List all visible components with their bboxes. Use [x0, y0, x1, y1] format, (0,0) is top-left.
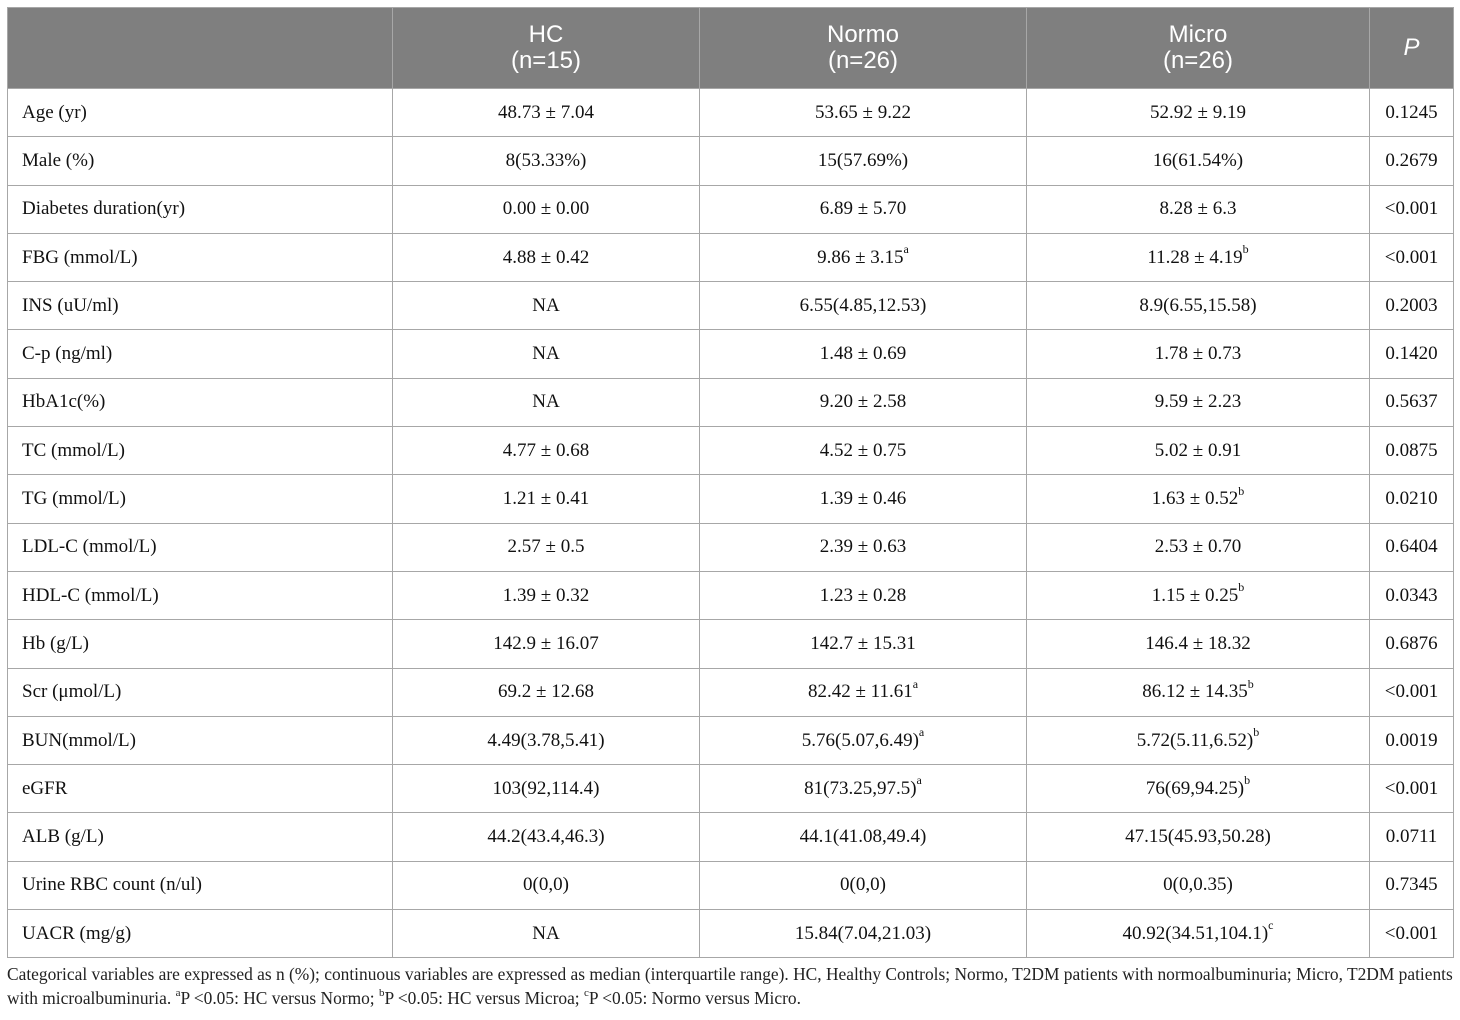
micro-cell-value: 2.53 ± 0.70 — [1154, 536, 1242, 558]
row-label-cell — [8, 813, 393, 861]
normo-cell-value: 53.65 ± 9.22 — [815, 101, 911, 123]
p-value-cell — [1370, 282, 1454, 330]
significance-marker: b — [1238, 580, 1245, 595]
hc-cell-value: 69.2 ± 12.68 — [498, 681, 594, 703]
p-value-cell-value: 0.0711 — [1385, 826, 1438, 848]
normo-cell-value: 1.39 ± 0.46 — [819, 488, 907, 510]
p-value-cell-value: 0.1245 — [1385, 101, 1438, 123]
table-row — [8, 620, 1454, 668]
normo-cell — [700, 910, 1027, 958]
row-label-cell-value: UACR (mg/g) — [22, 922, 132, 944]
micro-cell-value: 86.12 ± 14.35 — [1142, 681, 1248, 703]
row-label-cell-value: Urine RBC count (n/ul) — [22, 874, 202, 896]
row-label-cell — [8, 89, 393, 137]
p-value-cell-value: <0.001 — [1384, 922, 1439, 944]
hc-cell-value: 1.21 ± 0.41 — [502, 488, 590, 510]
table-row — [8, 185, 1454, 233]
micro-cell — [1027, 861, 1370, 909]
table-row — [8, 668, 1454, 716]
row-label-cell-value: HDL-C (mmol/L) — [22, 584, 159, 606]
hc-cell-value: NA — [532, 391, 560, 413]
normo-cell-value: 44.1(41.08,49.4) — [799, 826, 927, 848]
normo-cell-value: 82.42 ± 11.61 — [807, 681, 913, 703]
hc-cell — [393, 378, 700, 426]
normo-cell — [700, 378, 1027, 426]
normo-cell-value: 9.20 ± 2.58 — [819, 391, 907, 413]
p-value-cell — [1370, 137, 1454, 185]
p-value-cell-value: 0.1420 — [1385, 343, 1438, 365]
normo-cell — [700, 89, 1027, 137]
micro-cell — [1027, 716, 1370, 764]
normo-cell-value: 1.23 ± 0.28 — [819, 584, 907, 606]
micro-cell — [1027, 523, 1370, 571]
p-value-cell — [1370, 910, 1454, 958]
row-label-cell — [8, 427, 393, 475]
table-row — [8, 765, 1454, 813]
hc-cell-value: 48.73 ± 7.04 — [498, 101, 594, 123]
normo-cell-value: 6.55(4.85,12.53) — [799, 294, 927, 316]
micro-cell — [1027, 427, 1370, 475]
row-label-cell — [8, 571, 393, 619]
hc-cell-value: 103(92,114.4) — [492, 777, 600, 799]
data-table-container — [7, 7, 1453, 958]
hc-cell-value: 0.00 ± 0.00 — [502, 198, 590, 220]
row-label-cell-value: ALB (g/L) — [22, 826, 104, 848]
significance-marker: b — [1244, 773, 1251, 788]
micro-cell-value: 52.92 ± 9.19 — [1150, 101, 1246, 123]
micro-cell — [1027, 571, 1370, 619]
row-label-cell — [8, 378, 393, 426]
row-label-cell — [8, 282, 393, 330]
micro-cell-value: 1.78 ± 0.73 — [1154, 343, 1242, 365]
normo-cell — [700, 571, 1027, 619]
p-value-cell — [1370, 765, 1454, 813]
hc-cell — [393, 282, 700, 330]
hc-cell-value: NA — [532, 922, 560, 944]
p-value-cell-value: 0.7345 — [1385, 874, 1438, 896]
table-footnote: Categorical variables are expressed as n (%); continuous variables are expressed as median (interquartile range). HC, Healthy Controls; Normo, T2DM patients with normoalbuminuria; Micro, T2DM patients with microalbuminuria. $^a$P ˂0.05: HC versus Normo; $^b$P ˂0.05: HC versus Microa; $^c$P ˂0.05: Normo versus Micro. — [7, 964, 1453, 1008]
micro-cell-value: 11.28 ± 4.19 — [1147, 246, 1243, 268]
p-value-cell — [1370, 427, 1454, 475]
hc-cell-value: 44.2(43.4,46.3) — [487, 826, 605, 848]
p-value-cell-value: <0.001 — [1384, 681, 1439, 703]
hc-cell-value: NA — [532, 343, 560, 365]
normo-cell — [700, 282, 1027, 330]
normo-cell — [700, 137, 1027, 185]
micro-cell-value: 8.28 ± 6.3 — [1159, 198, 1237, 220]
micro-cell — [1027, 137, 1370, 185]
micro-cell — [1027, 330, 1370, 378]
normo-cell — [700, 620, 1027, 668]
table-row — [8, 475, 1454, 523]
p-value-cell — [1370, 475, 1454, 523]
normo-cell-value: 81(73.25,97.5) — [804, 777, 917, 799]
normo-cell-value: 6.89 ± 5.70 — [819, 198, 907, 220]
hc-cell-value: 4.88 ± 0.42 — [502, 246, 590, 268]
significance-marker: a — [903, 242, 909, 257]
row-label-cell — [8, 716, 393, 764]
p-value-cell — [1370, 861, 1454, 909]
header-cell-p: P — [1370, 8, 1454, 89]
table-row — [8, 861, 1454, 909]
table-header-row — [8, 8, 1454, 89]
row-label-cell-value: Diabetes duration(yr) — [22, 198, 186, 220]
normo-cell — [700, 185, 1027, 233]
micro-cell — [1027, 282, 1370, 330]
p-value-cell-value: 0.5637 — [1385, 391, 1438, 413]
significance-marker: a — [918, 725, 925, 740]
hc-cell-value: 142.9 ± 16.07 — [493, 632, 599, 654]
row-label-cell — [8, 233, 393, 281]
table-row — [8, 523, 1454, 571]
micro-cell-value: 40.92(34.51,104.1) — [1122, 922, 1269, 944]
p-value-cell-value: 0.2679 — [1385, 149, 1438, 171]
row-label-cell — [8, 620, 393, 668]
micro-cell-value: 1.15 ± 0.25 — [1151, 584, 1239, 606]
normo-cell-value: 4.52 ± 0.75 — [819, 439, 907, 461]
significance-marker: a — [916, 773, 922, 788]
p-value-cell — [1370, 89, 1454, 137]
hc-cell — [393, 571, 700, 619]
normo-cell — [700, 861, 1027, 909]
p-value-cell-value: <0.001 — [1384, 777, 1439, 799]
row-label-cell — [8, 523, 393, 571]
row-label-cell-value: C-p (ng/ml) — [22, 343, 113, 365]
micro-cell-value: 8.9(6.55,15.58) — [1139, 294, 1257, 316]
hc-cell-value: 1.39 ± 0.32 — [502, 584, 590, 606]
row-label-cell-value: TC (mmol/L) — [22, 439, 125, 461]
row-label-cell — [8, 861, 393, 909]
row-label-cell-value: LDL-C (mmol/L) — [22, 536, 157, 558]
p-value-cell — [1370, 233, 1454, 281]
significance-marker: b — [1247, 676, 1254, 691]
hc-cell — [393, 137, 700, 185]
normo-cell — [700, 716, 1027, 764]
micro-cell-value: 47.15(45.93,50.28) — [1125, 826, 1271, 848]
row-label-cell-value: TG (mmol/L) — [22, 488, 126, 510]
micro-cell-value: 5.02 ± 0.91 — [1154, 439, 1242, 461]
row-label-cell — [8, 765, 393, 813]
normo-cell-value: 9.86 ± 3.15 — [817, 246, 904, 268]
normo-cell-value: 0(0,0) — [840, 874, 886, 896]
row-label-cell-value: eGFR — [22, 777, 68, 799]
normo-cell — [700, 765, 1027, 813]
hc-cell-value: 0(0,0) — [523, 874, 569, 896]
p-value-cell-value: 0.0875 — [1385, 439, 1438, 461]
p-value-cell-value: <0.001 — [1384, 246, 1439, 268]
normo-cell — [700, 813, 1027, 861]
hc-cell — [393, 427, 700, 475]
micro-cell — [1027, 910, 1370, 958]
p-value-cell-value: 0.0019 — [1385, 729, 1438, 751]
hc-cell — [393, 233, 700, 281]
row-label-cell-value: Age (yr) — [22, 101, 87, 123]
table-row — [8, 89, 1454, 137]
micro-cell — [1027, 233, 1370, 281]
hc-cell — [393, 813, 700, 861]
p-value-cell — [1370, 716, 1454, 764]
table-row — [8, 813, 1454, 861]
p-value-cell-value: <0.001 — [1384, 198, 1439, 220]
p-value-cell — [1370, 185, 1454, 233]
hc-cell — [393, 185, 700, 233]
hc-cell — [393, 475, 700, 523]
micro-cell-value: 9.59 ± 2.23 — [1154, 391, 1242, 413]
hc-cell — [393, 89, 700, 137]
significance-marker: b — [1238, 483, 1245, 498]
significance-marker: b — [1253, 725, 1260, 740]
row-label-cell-value: HbA1c(%) — [22, 391, 106, 413]
micro-cell-value: 146.4 ± 18.32 — [1145, 632, 1251, 654]
hc-cell — [393, 716, 700, 764]
row-label-cell-value: INS (uU/ml) — [22, 294, 119, 316]
p-value-cell — [1370, 620, 1454, 668]
row-label-cell-value: Male (%) — [22, 149, 95, 171]
table-row — [8, 330, 1454, 378]
significance-marker: a — [912, 676, 919, 691]
normo-cell-value: 5.76(5.07,6.49) — [801, 729, 919, 751]
table-row — [8, 427, 1454, 475]
hc-cell-value: 4.49(3.78,5.41) — [487, 729, 605, 751]
micro-cell-value: 76(69,94.25) — [1145, 777, 1245, 799]
p-value-cell — [1370, 571, 1454, 619]
normo-cell-value: 142.7 ± 15.31 — [810, 632, 916, 654]
micro-cell — [1027, 89, 1370, 137]
micro-cell-value: 5.72(5.11,6.52) — [1136, 729, 1254, 751]
row-label-cell-value: FBG (mmol/L) — [22, 246, 138, 268]
hc-cell — [393, 620, 700, 668]
normo-cell-value: 1.48 ± 0.69 — [819, 343, 907, 365]
baseline-characteristics-table — [7, 7, 1454, 958]
table-row — [8, 233, 1454, 281]
micro-cell — [1027, 378, 1370, 426]
normo-cell-value: 2.39 ± 0.63 — [819, 536, 907, 558]
normo-cell — [700, 475, 1027, 523]
row-label-cell-value: Scr (μmol/L) — [22, 681, 122, 703]
significance-marker: b — [1242, 242, 1249, 257]
hc-cell-value: 4.77 ± 0.68 — [502, 439, 590, 461]
p-value-cell — [1370, 330, 1454, 378]
hc-cell — [393, 910, 700, 958]
micro-cell-value: 1.63 ± 0.52 — [1151, 488, 1239, 510]
p-value-cell — [1370, 378, 1454, 426]
hc-cell — [393, 765, 700, 813]
normo-cell — [700, 330, 1027, 378]
p-value-cell-value: 0.2003 — [1385, 294, 1438, 316]
p-value-cell-value: 0.6404 — [1385, 536, 1438, 558]
table-row — [8, 282, 1454, 330]
row-label-cell — [8, 137, 393, 185]
micro-cell — [1027, 620, 1370, 668]
micro-cell — [1027, 813, 1370, 861]
header-cell-micro: Micro (n=26) — [1027, 8, 1370, 89]
hc-cell-value: 8(53.33%) — [505, 149, 587, 171]
table-row — [8, 716, 1454, 764]
micro-cell — [1027, 765, 1370, 813]
hc-cell — [393, 861, 700, 909]
table-row — [8, 137, 1454, 185]
p-value-cell-value: 0.6876 — [1385, 632, 1438, 654]
significance-marker: c — [1268, 918, 1274, 933]
table-row — [8, 571, 1454, 619]
normo-cell-value: 15.84(7.04,21.03) — [794, 922, 932, 944]
hc-cell — [393, 668, 700, 716]
hc-cell — [393, 330, 700, 378]
normo-cell — [700, 427, 1027, 475]
row-label-cell-value: BUN(mmol/L) — [22, 729, 136, 751]
header-cell-normo: Normo (n=26) — [700, 8, 1027, 89]
normo-cell — [700, 668, 1027, 716]
table-body — [8, 89, 1454, 958]
row-label-cell — [8, 668, 393, 716]
hc-cell-value: NA — [532, 294, 560, 316]
micro-cell-value: 16(61.54%) — [1152, 149, 1244, 171]
header-cell-label — [8, 8, 393, 89]
p-value-cell-value: 0.0343 — [1385, 584, 1438, 606]
normo-cell — [700, 523, 1027, 571]
row-label-cell — [8, 330, 393, 378]
micro-cell — [1027, 185, 1370, 233]
row-label-cell — [8, 185, 393, 233]
header-cell-hc: HC (n=15) — [393, 8, 700, 89]
p-value-cell-value: 0.0210 — [1385, 488, 1438, 510]
micro-cell-value: 0(0,0.35) — [1163, 874, 1233, 896]
p-value-cell — [1370, 813, 1454, 861]
p-value-cell — [1370, 668, 1454, 716]
hc-cell-value: 2.57 ± 0.5 — [507, 536, 585, 558]
normo-cell — [700, 233, 1027, 281]
p-value-cell — [1370, 523, 1454, 571]
table-row — [8, 378, 1454, 426]
normo-cell-value: 15(57.69%) — [817, 149, 909, 171]
row-label-cell-value: Hb (g/L) — [22, 632, 90, 654]
micro-cell — [1027, 668, 1370, 716]
row-label-cell — [8, 475, 393, 523]
row-label-cell — [8, 910, 393, 958]
hc-cell — [393, 523, 700, 571]
table-row — [8, 910, 1454, 958]
micro-cell — [1027, 475, 1370, 523]
